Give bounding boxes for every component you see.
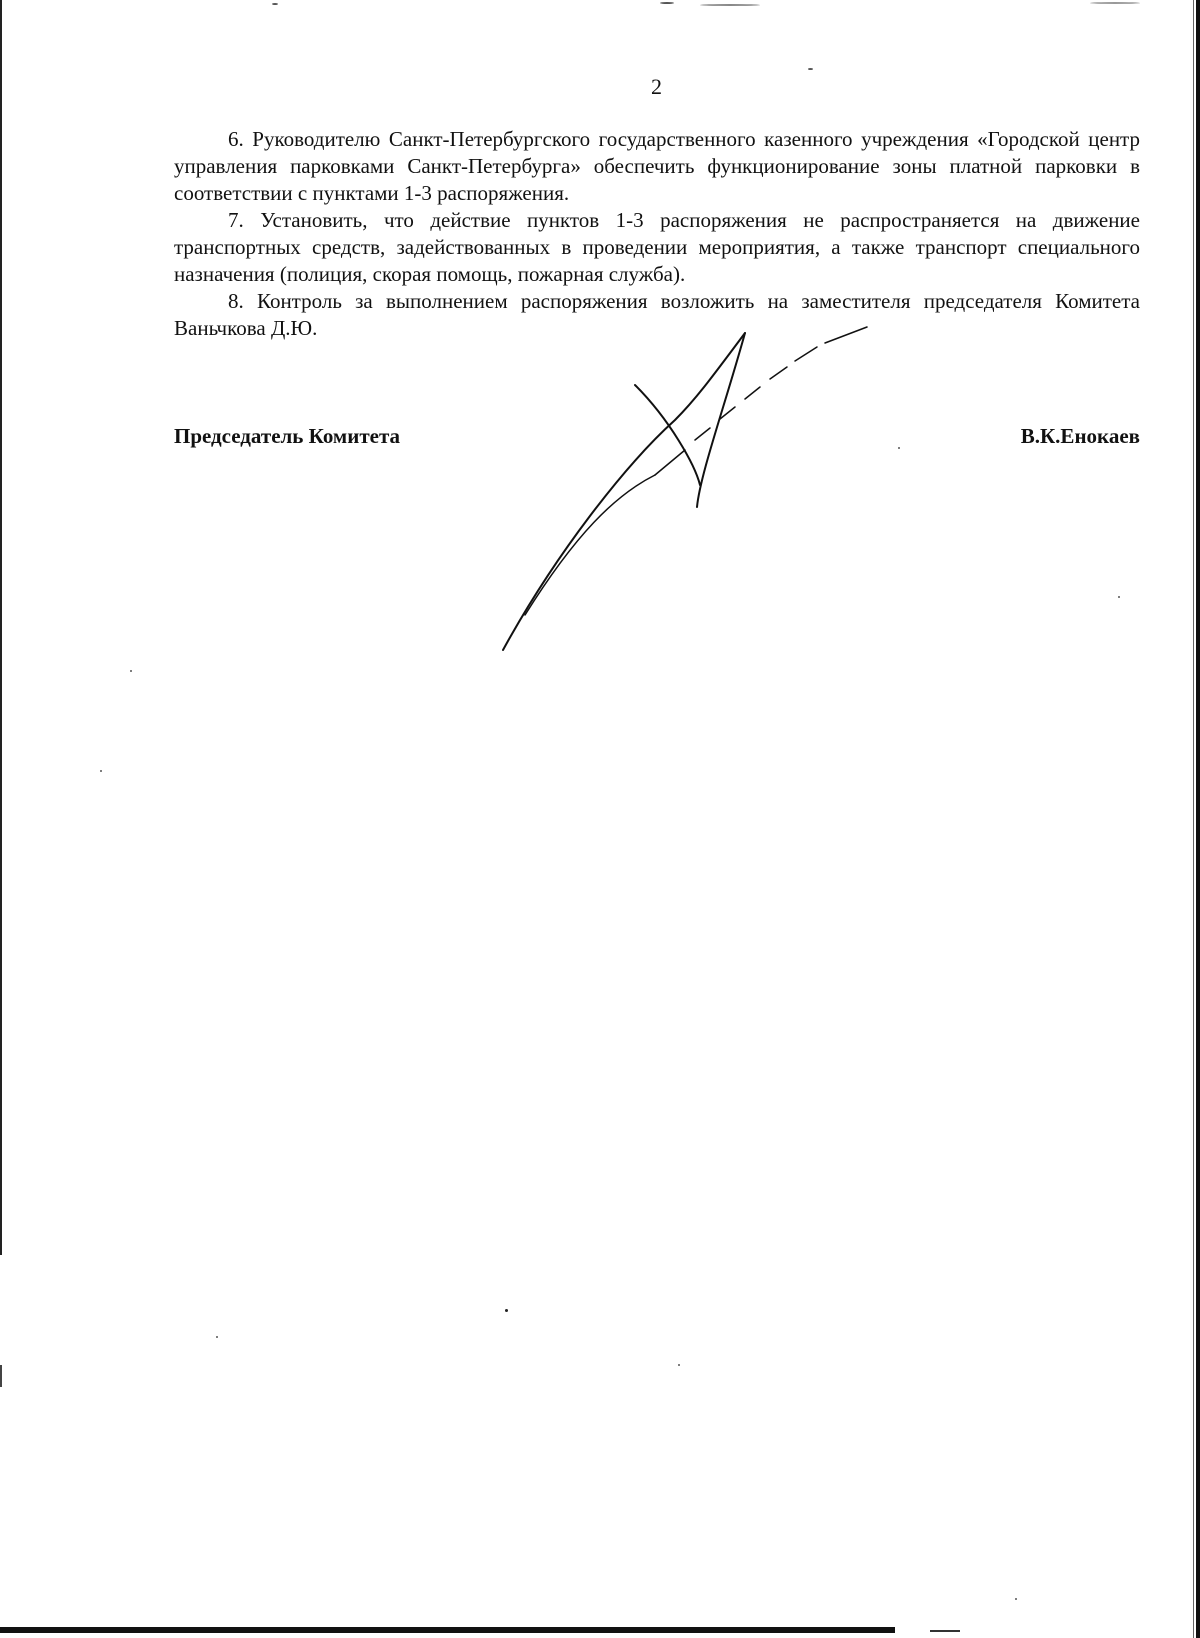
- page-number: 2: [651, 74, 662, 99]
- scan-speck: [272, 3, 278, 5]
- scan-speck: [660, 2, 674, 4]
- scan-border-left: [0, 0, 2, 1255]
- paragraph-item-8: 8. Контроль за выполнением распоряжения возложить на заместителя председателя Комитета Ваньчкова Д.Ю.: [174, 289, 1140, 340]
- scan-speck: [1118, 596, 1120, 598]
- signatory-title: Председатель Комитета: [174, 424, 401, 448]
- document-body: [174, 126, 1140, 342]
- scan-border-left-fragment: [0, 1365, 2, 1387]
- scan-speck: [700, 4, 760, 6]
- scan-speck: [100, 770, 102, 772]
- scan-border-bottom-fragment: [930, 1630, 960, 1632]
- scan-speck: [678, 1364, 680, 1366]
- scan-border-bottom: [0, 1627, 895, 1633]
- paragraph-item-7: 7. Установить, что действие пунктов 1-3 распоряжения не распространяется на движение транспортных средств, задействованных в проведении мероприятия, а также транспорт специального назначения (полиция, скорая помощь, пожарная служба).: [174, 208, 1140, 286]
- scan-speck: [1090, 2, 1140, 4]
- scan-speck: [808, 68, 813, 70]
- scan-speck: [505, 1309, 508, 1312]
- signatory-name: В.К.Енокаев: [1020, 424, 1140, 448]
- scan-speck: [130, 670, 132, 672]
- scan-border-right: [1196, 0, 1200, 1638]
- scan-speck: [1015, 1598, 1017, 1600]
- scan-speck: [216, 1336, 218, 1338]
- handwritten-signature: [495, 325, 875, 655]
- paragraph-item-6: 6. Руководителю Санкт-Петербургского государственного казенного учреждения «Городской центр управления парковками Санкт-Петербурга» обеспечить функционирование зоны платной парковки в соответствии с пунктами 1-3 распоряжения.: [174, 127, 1140, 205]
- scan-border-right-inner: [1193, 0, 1194, 1638]
